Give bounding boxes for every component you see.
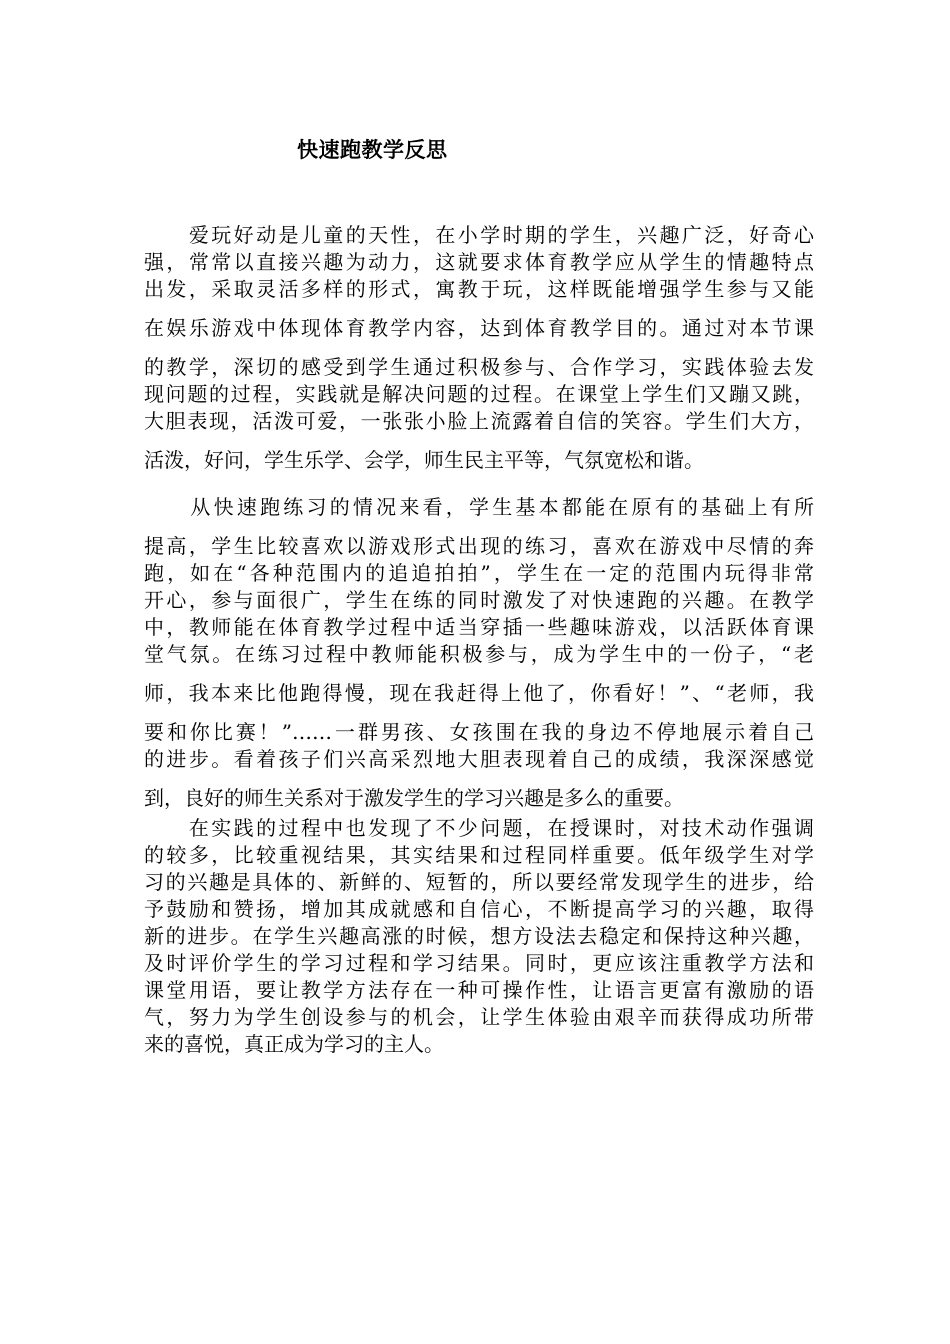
text-line: 提高，学生比较喜欢以游戏形式出现的练习，喜欢在游戏中尽情的奔	[144, 534, 814, 558]
text-line: 习的兴趣是具体的、新鲜的、短暂的，所以要经常发现学生的进步，给	[144, 870, 814, 894]
text-line: 活泼，好问，学生乐学、会学，师生民主平等，气氛宽松和谐。	[144, 448, 704, 472]
text-line: 气，努力为学生创设参与的机会，让学生体验由艰辛而获得成功所带	[144, 1005, 814, 1029]
text-line: 予鼓励和赞扬，增加其成就感和自信心，不断提高学习的兴趣，取得	[144, 897, 814, 921]
text-line: 现问题的过程，实践就是解决问题的过程。在课堂上学生们又蹦又跳，	[144, 382, 814, 406]
text-line: 跑，如在“各种范围内的追追拍拍”，学生在一定的范围内玩得非常	[144, 561, 814, 585]
text-line: 在娱乐游戏中体现体育教学内容，达到体育教学目的。通过对本节课	[144, 316, 814, 340]
text-line: 要和你比赛！”……一群男孩、女孩围在我的身边不停地展示着自己	[144, 720, 814, 744]
text-line: 堂气氛。在练习过程中教师能积极参与，成为学生中的一份子，“老	[144, 642, 814, 666]
text-line: 出发，采取灵活多样的形式，寓教于玩，这样既能增强学生参与又能	[144, 277, 814, 301]
document-title: 快速跑教学反思	[297, 137, 448, 162]
text-line: 爱玩好动是儿童的天性，在小学时期的学生，兴趣广泛，好奇心	[144, 223, 814, 247]
text-line: 到，良好的师生关系对于激发学生的学习兴趣是多么的重要。	[144, 786, 684, 810]
document-body	[144, 222, 814, 1058]
text-line: 的较多，比较重视结果，其实结果和过程同样重要。低年级学生对学	[144, 843, 814, 867]
text-line: 开心，参与面很广，学生在练的同时激发了对快速跑的兴趣。在教学	[144, 588, 814, 612]
paragraph-1	[144, 222, 814, 474]
text-line: 来的喜悦，真正成为学习的主人。	[144, 1032, 444, 1056]
paragraph-2	[144, 494, 814, 812]
text-line: 大胆表现，活泼可爱，一张张小脸上流露着自信的笑容。学生们大方，	[144, 409, 814, 433]
text-line: 新的进步。在学生兴趣高涨的时候，想方设法去稳定和保持这种兴趣，	[144, 924, 814, 948]
text-line: 的教学，深切的感受到学生通过积极参与、合作学习，实践体验去发	[144, 355, 814, 379]
text-line: 中，教师能在体育教学过程中适当穿插一些趣味游戏，以活跃体育课	[144, 615, 814, 639]
text-line: 的进步。看着孩子们兴高采烈地大胆表现着自己的成绩，我深深感觉	[144, 747, 814, 771]
text-line: 在实践的过程中也发现了不少问题，在授课时，对技术动作强调	[144, 816, 814, 840]
text-line: 课堂用语，要让教学方法存在一种可操作性，让语言更富有激励的语	[144, 978, 814, 1002]
text-line: 强，常常以直接兴趣为动力，这就要求体育教学应从学生的情趣特点	[144, 250, 814, 274]
text-line: 及时评价学生的学习过程和学习结果。同时，更应该注重教学方法和	[144, 951, 814, 975]
text-line: 师，我本来比他跑得慢，现在我赶得上他了，你看好！”、“老师，我	[144, 681, 814, 705]
paragraph-3	[144, 815, 814, 1058]
text-line: 从快速跑练习的情况来看，学生基本都能在原有的基础上有所	[144, 495, 814, 519]
